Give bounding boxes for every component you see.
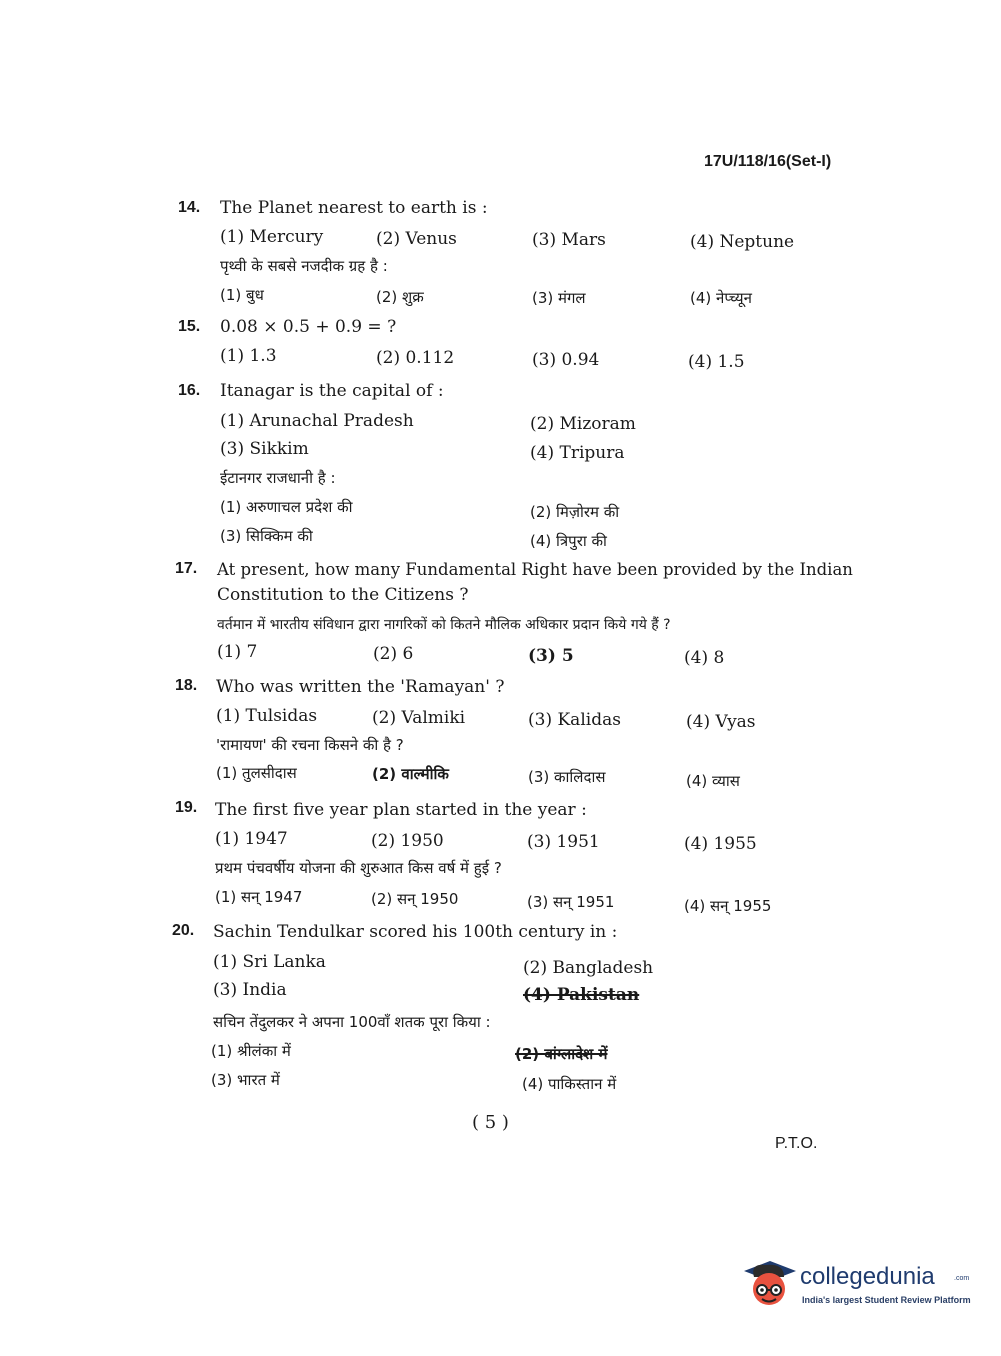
option-en: (4) Tripura	[530, 443, 625, 463]
brand-name: collegedunia	[800, 1263, 935, 1290]
option-en: (3) 0.94	[532, 350, 600, 370]
collegedunia-watermark	[740, 1255, 970, 1315]
option-hi: (1) अरुणाचल प्रदेश की	[220, 498, 353, 516]
question-number: 16.	[178, 382, 201, 399]
option-en: (3) 1951	[527, 832, 600, 852]
question-number: 20.	[172, 922, 195, 939]
option-hi: (3) कालिदास	[528, 768, 606, 786]
option-hi: (4) व्यास	[686, 772, 740, 790]
option-en-struck: (4) Pakistan	[523, 985, 640, 1005]
question-number: 17.	[175, 560, 198, 577]
option-hi: (3) भारत में	[211, 1071, 280, 1089]
option-en: (4) 1955	[684, 834, 757, 854]
option-hi: (3) सिक्किम की	[220, 527, 313, 545]
question-number: 18.	[175, 677, 198, 694]
question-text-hi: सचिन तेंदुलकर ने अपना 100वाँ शतक पूरा किया :	[213, 1013, 491, 1031]
option-en: (4) Neptune	[690, 232, 795, 252]
option-hi: (1) श्रीलंका में	[211, 1042, 291, 1060]
option-hi-struck: (2) बांग्लादेश में	[515, 1045, 608, 1063]
option-hi: (1) सन् 1947	[215, 888, 303, 906]
option-en: (2) 0.112	[376, 348, 455, 368]
option-en: (4) 1.5	[688, 352, 745, 372]
question-text-en: 0.08 × 0.5 + 0.9 = ?	[220, 317, 397, 337]
pto-label: P.T.O.	[775, 1135, 818, 1152]
option-en: (1) Mercury	[220, 227, 324, 247]
option-en: (1) Sri Lanka	[213, 952, 326, 972]
page-number: ( 5 )	[472, 1112, 509, 1133]
question-text-en-line1: At present, how many Fundamental Right have been provided by the Indian	[217, 560, 853, 579]
option-en: (4) Vyas	[686, 712, 756, 732]
option: (1) 7	[217, 642, 258, 662]
option: (4) 8	[684, 648, 725, 668]
question-number: 19.	[175, 799, 198, 816]
option-hi: (1) बुध	[220, 286, 264, 304]
option-en: (2) 1950	[371, 831, 444, 851]
option-en: (2) Venus	[376, 229, 457, 249]
option-hi: (1) तुलसीदास	[216, 764, 297, 782]
paper-code: 17U/118/16(Set-I)	[704, 153, 832, 170]
option-en: (2) Valmiki	[372, 708, 466, 728]
question-number: 15.	[178, 318, 201, 335]
brand-tagline: India's largest Student Review Platform	[802, 1295, 971, 1305]
option-en: (1) Tulsidas	[216, 706, 318, 726]
option-hi: (2) मिज़ोरम की	[530, 503, 620, 521]
option-hi: (2) शुक्र	[376, 288, 424, 306]
option-en: (2) Mizoram	[530, 414, 636, 434]
question-text-en: The Planet nearest to earth is :	[220, 198, 488, 218]
option-hi: (3) सन् 1951	[527, 893, 615, 911]
option-en: (3) India	[213, 980, 287, 1000]
option-en: (2) Bangladesh	[523, 958, 654, 978]
student-mascot-icon	[740, 1255, 798, 1313]
option-en: (1) 1.3	[220, 346, 277, 366]
option-hi: (4) सन् 1955	[684, 897, 772, 915]
option-hi: (3) मंगल	[532, 289, 586, 307]
option-en: (3) Mars	[532, 230, 606, 250]
question-text-hi: वर्तमान में भारतीय संविधान द्वारा नागरिकों को कितने मौलिक अधिकार प्रदान किये गये हैं ?	[217, 617, 671, 633]
question-text-en: Who was written the 'Ramayan' ?	[216, 677, 505, 697]
question-text-hi: ईटानगर राजधानी है :	[220, 469, 336, 487]
option-en: (1) Arunachal Pradesh	[220, 411, 414, 431]
question-text-en: Itanagar is the capital of :	[220, 381, 444, 401]
question-text-en: Sachin Tendulkar scored his 100th century in :	[213, 922, 618, 942]
option-en: (3) Kalidas	[528, 710, 621, 730]
option: (2) 6	[373, 644, 414, 664]
question-text-en: The first five year plan started in the year :	[215, 800, 587, 820]
option-hi-selected: (2) वाल्मीकि	[372, 765, 449, 783]
question-text-en-line2: Constitution to the Citizens ?	[217, 585, 469, 605]
question-text-hi: पृथ्वी के सबसे नजदीक ग्रह है :	[220, 257, 388, 275]
question-number: 14.	[178, 199, 201, 216]
question-text-hi: 'रामायण' की रचना किसने की है ?	[216, 736, 404, 754]
option-hi: (4) पाकिस्तान में	[522, 1075, 617, 1093]
option-hi: (2) सन् 1950	[371, 890, 459, 908]
option-hi: (4) त्रिपुरा की	[530, 532, 607, 550]
question-text-hi: प्रथम पंचवर्षीय योजना की शुरुआत किस वर्ष में हुई ?	[215, 859, 502, 877]
option-en: (3) Sikkim	[220, 439, 309, 459]
option-hi: (4) नेप्च्यून	[690, 289, 752, 307]
option-en: (1) 1947	[215, 829, 288, 849]
option-selected: (3) 5	[528, 646, 574, 666]
brand-domain: .com	[954, 1275, 970, 1282]
